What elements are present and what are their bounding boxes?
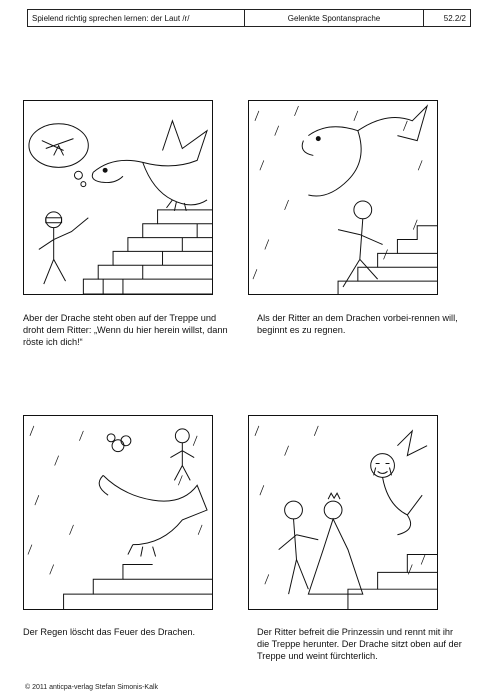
header-page-number: 52.2/2 bbox=[443, 13, 466, 23]
header-title: Spielend richtig sprechen lernen: der Laut /r/ bbox=[28, 10, 245, 26]
rain-extinguishes-fire-illustration bbox=[24, 416, 212, 609]
rain-begins-illustration bbox=[249, 101, 437, 294]
panel-3-caption: Der Regen löscht das Feuer des Drachen. bbox=[23, 627, 196, 637]
panel-4-caption: Der Ritter befreit die Prinzessin und rennt mit ihr die Treppe herunter. Der Drache sitzt oben auf der Treppe und weint fürchterlich. bbox=[257, 627, 462, 661]
panel-1-caption: Aber der Drache steht oben auf der Treppe und droht dem Ritter: „Wenn du hier herein willst, dann röste ich dich!“ bbox=[23, 313, 228, 347]
header-section: Gelenkte Spontansprache bbox=[245, 10, 424, 26]
comic-panel-1 bbox=[23, 100, 213, 295]
comic-panel-2 bbox=[248, 100, 438, 295]
panel-2-caption: Als der Ritter an dem Drachen vorbei-rennen will, beginnt es zu regnen. bbox=[257, 313, 458, 335]
dragon-threatens-knight-illustration bbox=[24, 101, 212, 294]
worksheet-header bbox=[27, 9, 471, 27]
comic-panel-3 bbox=[23, 415, 213, 610]
knight-rescues-princess-illustration bbox=[249, 416, 437, 609]
comic-panel-4 bbox=[248, 415, 438, 610]
copyright-footer: © 2011 anticpa-verlag Stefan Simonis-Kalk bbox=[25, 684, 159, 691]
